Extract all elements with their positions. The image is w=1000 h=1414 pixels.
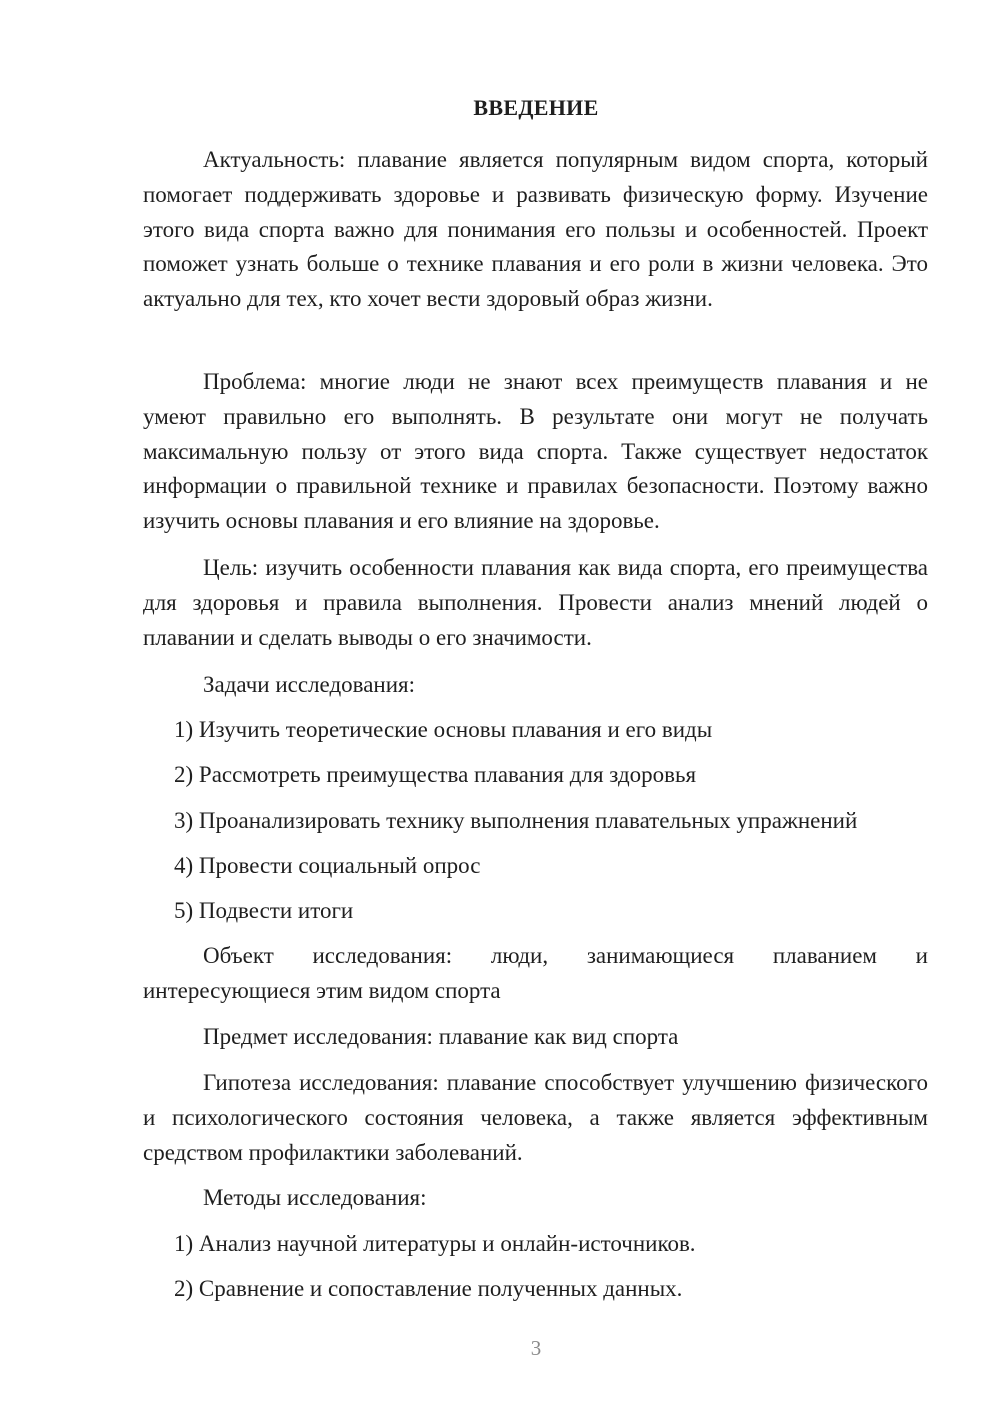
page-number: 3 bbox=[530, 1336, 542, 1360]
hypothesis-paragraph: Гипотеза исследования: плавание способствует улучшению физического и психологического состояния человека, а также является эффективным средством профилактики заболеваний. bbox=[143, 1070, 928, 1165]
relevance-paragraph: Актуальность: плавание является популярным видом спорта, который помогает поддерживать здоровье и развивать физическую форму. Изучение этого вида спорта важно для понимания его пользы и особенностей. Проект поможет узнать больше о технике плавания и его роли в жизни человека. Это актуально для тех, кто хочет вести здоровый образ жизни. bbox=[143, 147, 928, 312]
tasks-heading: Задачи исследования: bbox=[203, 672, 416, 697]
task-item: 4) Провести социальный опрос bbox=[174, 853, 481, 878]
task-item: 3) Проанализировать технику выполнения плавательных упражнений bbox=[174, 808, 858, 833]
object-paragraph: Объект исследования: люди, занимающиеся плаванием и интересующиеся этим видом спорта bbox=[143, 943, 928, 1003]
task-item: 2) Рассмотреть преимущества плавания для здоровья bbox=[174, 762, 697, 787]
section-title: ВВЕДЕНИЕ bbox=[473, 95, 599, 120]
methods-heading: Методы исследования: bbox=[203, 1185, 427, 1210]
goal-paragraph: Цель: изучить особенности плавания как вида спорта, его преимущества для здоровья и правила выполнения. Провести анализ мнений людей о плавании и сделать выводы о его значимости. bbox=[143, 555, 928, 650]
subject-paragraph: Предмет исследования: плавание как вид спорта bbox=[203, 1024, 679, 1049]
problem-paragraph: Проблема: многие люди не знают всех преимуществ плавания и не умеют правильно его выполнять. В результате они могут не получать максимальную пользу от этого вида спорта. Также существует недостаток информации о правильной технике и правилах безопасности. Поэтому важно изучить основы плавания и его влияние на здоровье. bbox=[143, 369, 928, 534]
task-item: 5) Подвести итоги bbox=[174, 898, 354, 923]
method-item: 2) Сравнение и сопоставление полученных данных. bbox=[174, 1276, 683, 1301]
method-item: 1) Анализ научной литературы и онлайн-источников. bbox=[174, 1231, 696, 1256]
task-item: 1) Изучить теоретические основы плавания и его виды bbox=[174, 717, 713, 742]
